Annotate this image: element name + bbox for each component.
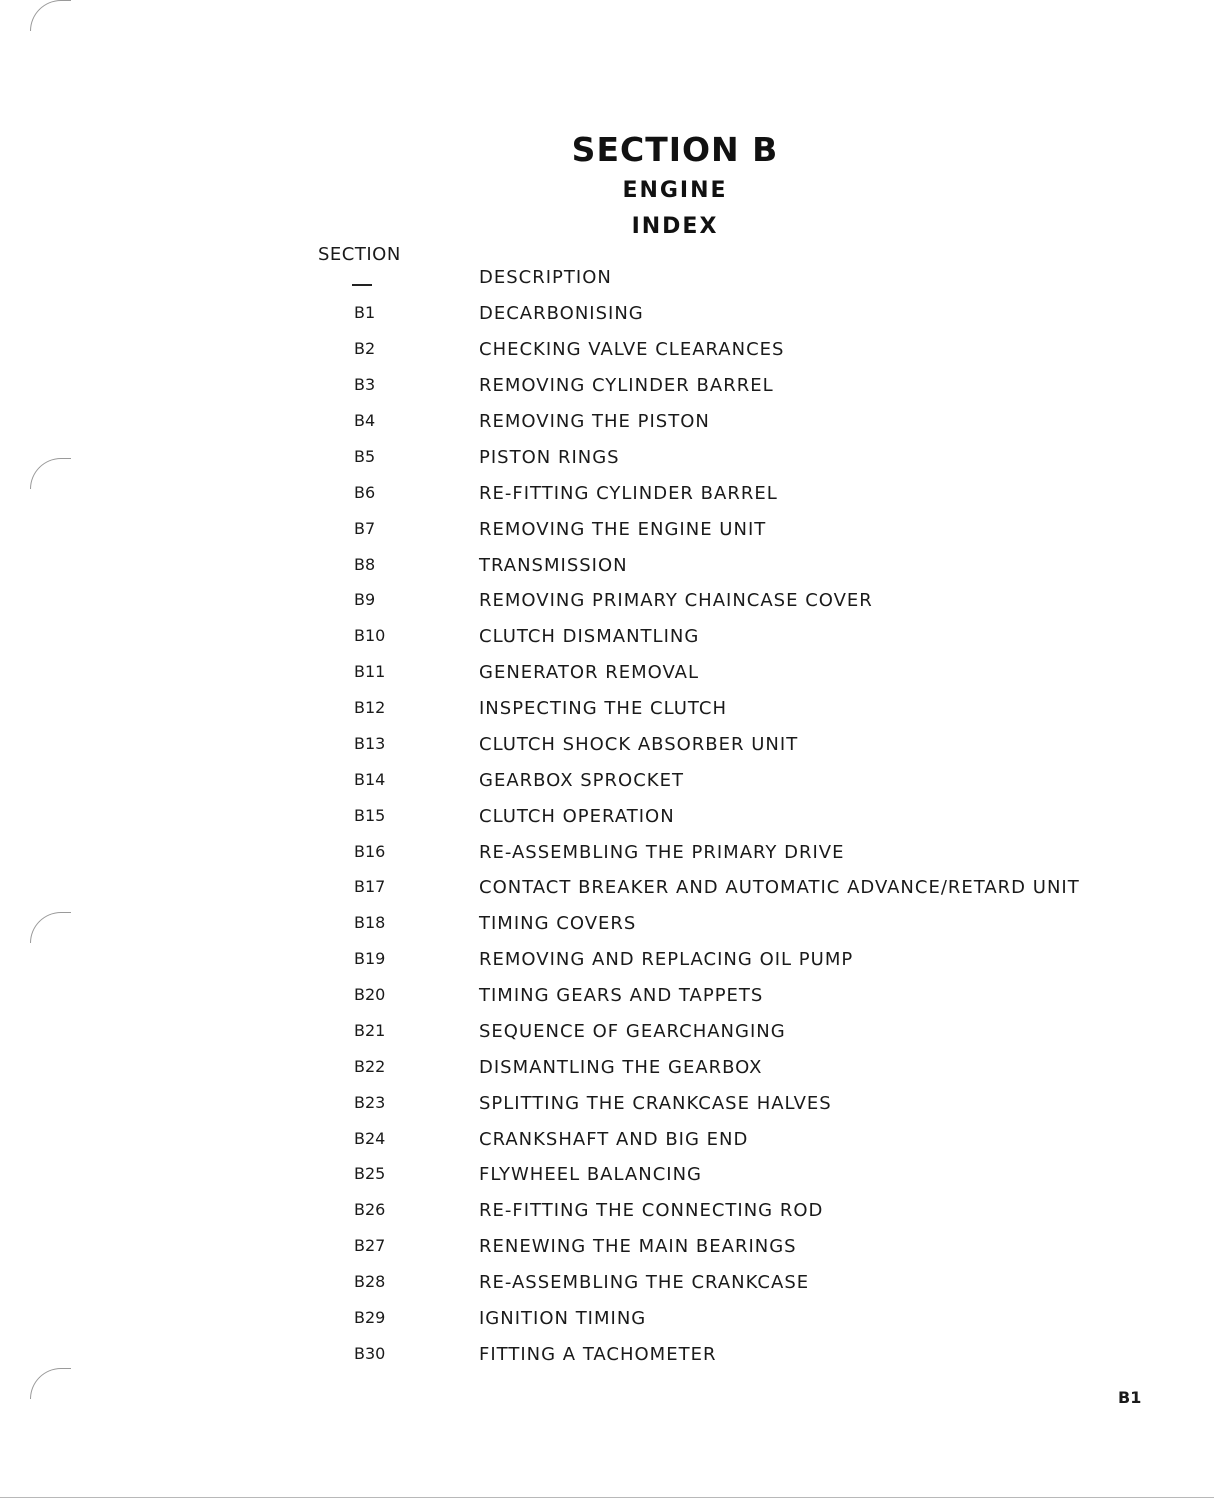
punch-hole-mark — [30, 1368, 71, 1399]
section-entry-title: SPLITTING THE CRANKCASE HALVES — [479, 1093, 832, 1114]
section-entry-title: PISTON RINGS — [479, 447, 620, 468]
section-entry-title: REMOVING AND REPLACING OIL PUMP — [479, 949, 854, 970]
section-number: B6 — [354, 483, 376, 502]
section-entry-title: REMOVING THE PISTON — [479, 411, 710, 432]
section-subtitle: ENGINE — [622, 178, 728, 203]
section-number: B2 — [354, 339, 376, 358]
section-entry-title: TIMING COVERS — [479, 913, 637, 934]
section-number: B13 — [354, 734, 386, 753]
section-number: B15 — [354, 806, 386, 825]
section-number: B17 — [354, 877, 386, 896]
section-entry-title: CRANKSHAFT AND BIG END — [479, 1129, 749, 1150]
section-number: B30 — [354, 1344, 386, 1363]
section-entry-title: DISMANTLING THE GEARBOX — [479, 1057, 763, 1078]
section-number: B26 — [354, 1200, 386, 1219]
section-entry-title: CLUTCH SHOCK ABSORBER UNIT — [479, 734, 799, 755]
section-entry-title: FITTING A TACHOMETER — [479, 1344, 717, 1365]
section-entry-title: REMOVING PRIMARY CHAINCASE COVER — [479, 590, 873, 611]
punch-hole-mark — [30, 912, 71, 943]
section-entry-title: RENEWING THE MAIN BEARINGS — [479, 1236, 797, 1257]
description-dash — [352, 284, 372, 286]
punch-hole-mark — [30, 0, 71, 31]
section-number: B8 — [354, 555, 376, 574]
section-number: B22 — [354, 1057, 386, 1076]
section-number: B24 — [354, 1129, 386, 1148]
column-header-section: SECTION — [318, 244, 401, 265]
section-number: B10 — [354, 626, 386, 645]
section-entry-title: TIMING GEARS AND TAPPETS — [479, 985, 764, 1006]
bottom-edge-line — [0, 1497, 1214, 1498]
punch-hole-mark — [30, 458, 71, 489]
section-number: B14 — [354, 770, 386, 789]
section-entry-title: TRANSMISSION — [479, 555, 628, 576]
section-number: B16 — [354, 842, 386, 861]
section-number: B11 — [354, 662, 386, 681]
section-number: B29 — [354, 1308, 386, 1327]
section-number: B9 — [354, 590, 376, 609]
section-entry-title: RE-FITTING THE CONNECTING ROD — [479, 1200, 824, 1221]
section-number: B5 — [354, 447, 376, 466]
section-entry-title: FLYWHEEL BALANCING — [479, 1164, 702, 1185]
section-entry-title: CONTACT BREAKER AND AUTOMATIC ADVANCE/RETARD UNIT — [479, 877, 1080, 898]
section-entry-title: DESCRIPTION — [479, 267, 612, 288]
section-number: B19 — [354, 949, 386, 968]
section-entry-title: IGNITION TIMING — [479, 1308, 647, 1329]
section-entry-title: RE-ASSEMBLING THE CRANKCASE — [479, 1272, 810, 1293]
section-number: B4 — [354, 411, 376, 430]
section-entry-title: RE-FITTING CYLINDER BARREL — [479, 483, 778, 504]
section-number: B20 — [354, 985, 386, 1004]
section-number: B12 — [354, 698, 386, 717]
section-entry-title: REMOVING THE ENGINE UNIT — [479, 519, 767, 540]
section-entry-title: GEARBOX SPROCKET — [479, 770, 684, 791]
section-number: B27 — [354, 1236, 386, 1255]
section-number: B23 — [354, 1093, 386, 1112]
section-number: B18 — [354, 913, 386, 932]
section-number: B3 — [354, 375, 376, 394]
section-entry-title: CLUTCH OPERATION — [479, 806, 675, 827]
index-heading: INDEX — [631, 214, 719, 239]
section-entry-title: CLUTCH DISMANTLING — [479, 626, 700, 647]
section-number: B21 — [354, 1021, 386, 1040]
section-entry-title: REMOVING CYLINDER BARREL — [479, 375, 774, 396]
page-number: B1 — [1118, 1388, 1142, 1407]
section-number: B1 — [354, 303, 376, 322]
section-entry-title: SEQUENCE OF GEARCHANGING — [479, 1021, 786, 1042]
section-number: B7 — [354, 519, 376, 538]
section-title: SECTION B — [571, 130, 779, 169]
section-number: B28 — [354, 1272, 386, 1291]
section-entry-title: RE-ASSEMBLING THE PRIMARY DRIVE — [479, 842, 845, 863]
section-entry-title: CHECKING VALVE CLEARANCES — [479, 339, 785, 360]
section-entry-title: INSPECTING THE CLUTCH — [479, 698, 727, 719]
section-entry-title: GENERATOR REMOVAL — [479, 662, 700, 683]
section-entry-title: DECARBONISING — [479, 303, 644, 324]
section-number: B25 — [354, 1164, 386, 1183]
